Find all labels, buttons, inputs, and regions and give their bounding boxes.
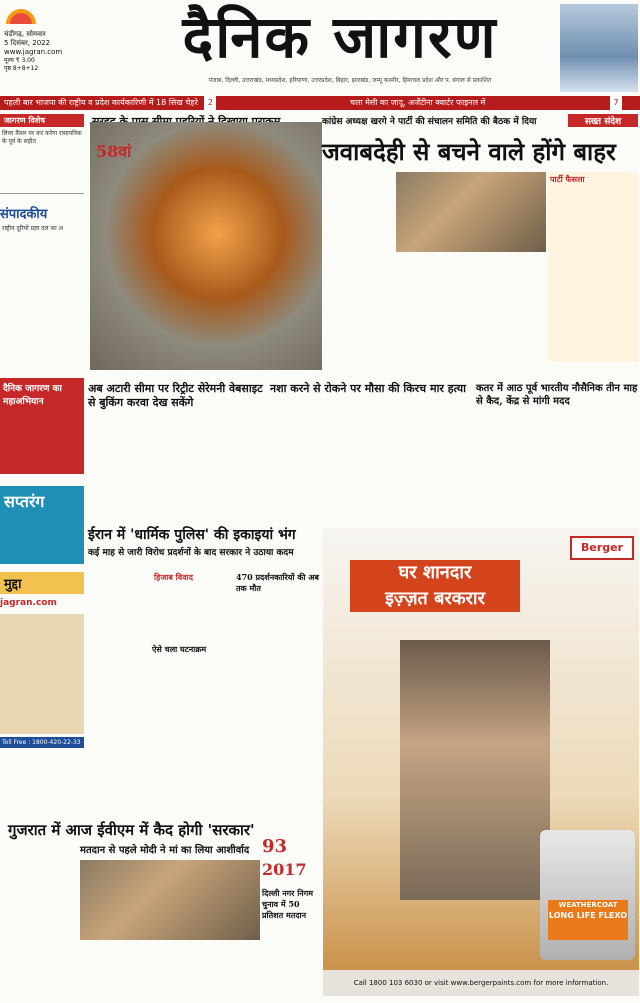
iran-death-stat: 470 प्रदर्शनकारियों की अब तक मौत	[236, 572, 319, 593]
modi-photo	[80, 860, 260, 940]
stat-93: 93	[262, 836, 288, 857]
party-decision-box	[548, 172, 638, 362]
paint-bucket-label	[548, 900, 628, 940]
main-headline[interactable]: जवाबदेही से बचने वाले होंगे बाहर	[322, 137, 616, 166]
border-stat: 58वां	[96, 142, 132, 161]
website[interactable]: www.jagran.com	[4, 48, 63, 56]
bucket-product-top: WEATHERCOAT	[558, 901, 618, 909]
iran-headline[interactable]: ईरान में 'धार्मिक पुलिस' की इकाइयां भंग	[88, 527, 296, 543]
iran-panel-label: हिजाब विवाद	[154, 573, 193, 582]
gujarat-headline[interactable]: गुजरात में आज ईवीएम में कैद होगी 'सरकार'	[8, 821, 255, 839]
top-promo-bar	[0, 96, 640, 110]
iran-timeline-label: ऐसे चला घटनाक्रम	[152, 645, 207, 654]
main-story-col1	[322, 172, 392, 372]
congress-photo	[396, 172, 546, 252]
jagran-vishesh-label: जागरण विशेष	[0, 114, 84, 127]
edition-date: 5 दिसंबर, 2022	[4, 39, 51, 47]
congress-tag: सख्त संदेश	[568, 114, 638, 127]
stat-2017: 2017	[262, 860, 307, 879]
gujarat-subhead: मतदान से पहले मोदी ने मां का लिया आशीर्वाद	[80, 845, 250, 856]
iran-subhead: कई माह से जारी विरोध प्रदर्शनों के बाद सरकार ने उठाया कदम	[88, 548, 294, 558]
jagran-sun-logo	[4, 4, 38, 26]
footballer-photo	[560, 4, 638, 92]
promo-left[interactable]: पहली बार भाजपा की राष्ट्रीय व प्रदेश कार्यकारिणी में 18 सिख चेहरे	[4, 98, 198, 107]
delhi-election[interactable]: दिल्ली नगर निगम चुनाव में 50 प्रतिशत मतदान	[262, 888, 314, 920]
left-sidebar	[0, 114, 84, 814]
editorial-text: राष्ट्रीय दूरियों प्रज्ञा दल का अ	[2, 225, 64, 232]
drugs-headline[interactable]: नशा करने से रोकने पर मौसा की किरच मार हत्या	[270, 382, 467, 395]
promo-right[interactable]: चला मेसी का जादू, अर्जेंटीना क्वार्टर फाइनल में	[350, 98, 486, 107]
editions-line: पंजाब, दिल्ली, उत्तराखंड, मध्यप्रदेश, हरियाणा, उत्तरप्रदेश, बिहार, झारखंड, जम्मू कश्मीर, हिमाचल प्रदेश और प. बंगाल से प्रकाशित	[208, 77, 492, 84]
price: मूल्य ₹ 3.00	[4, 57, 35, 64]
vishesh-text: लिवर कैंसर पर कर करेगा रासायनिक के पूर्व के सहीत	[2, 130, 82, 145]
ad-call-line[interactable]: Call 1800 103 6030 or visit www.bergerpaints.com for more information.	[323, 970, 639, 996]
jagran-campaign-box: दैनिक जागरण का महाअभियान	[0, 378, 84, 474]
promo-right-page: 7	[610, 96, 622, 110]
jagran-com-link[interactable]: jagran.com	[0, 598, 57, 608]
party-decision-label: पार्टी फैसला	[550, 175, 585, 184]
toll-free: Toll Free : 1800-420-22-33	[0, 737, 84, 748]
qatar-headline[interactable]: कतर में आठ पूर्व भारतीय नौसैनिक तीन माह से कैद, केंद्र से मांगी मदद	[476, 383, 638, 407]
paint-bucket	[540, 830, 635, 960]
ad-headline-line1: घर शानदार	[398, 562, 472, 583]
ad-headline-line2: इज़्ज़त बरकरार	[385, 588, 485, 609]
promo-left-page: 2	[204, 96, 216, 110]
ad-headline-banner	[350, 560, 520, 612]
berger-logo: Berger	[570, 536, 634, 560]
pages: पृष्ठ 8+8+12	[4, 65, 39, 72]
attari-headline[interactable]: अब अटारी सीमा पर रिट्रीट सेरेमनी वेबसाइट से बुकिंग करवा देख सकेंगे	[88, 382, 263, 409]
sidebar-ad	[0, 614, 84, 734]
masthead-meta	[4, 30, 114, 73]
congress-kicker[interactable]: कांग्रेस अध्यक्ष खरगे ने पार्टी की संचालन समिति की बैठक में दिया	[322, 117, 537, 127]
mudda-label: मुद्दा	[0, 572, 84, 594]
edition-city: चंडीगढ़, सोमवार	[4, 30, 46, 38]
newspaper-title: दैनिक जागरण	[182, 3, 498, 71]
bucket-product-name: LONG LIFE FLEXO	[548, 911, 628, 920]
editorial-label: संपादकीय	[0, 207, 48, 222]
saptrang-box: सप्तरंग	[0, 486, 84, 564]
ad-model-photo	[400, 640, 550, 900]
